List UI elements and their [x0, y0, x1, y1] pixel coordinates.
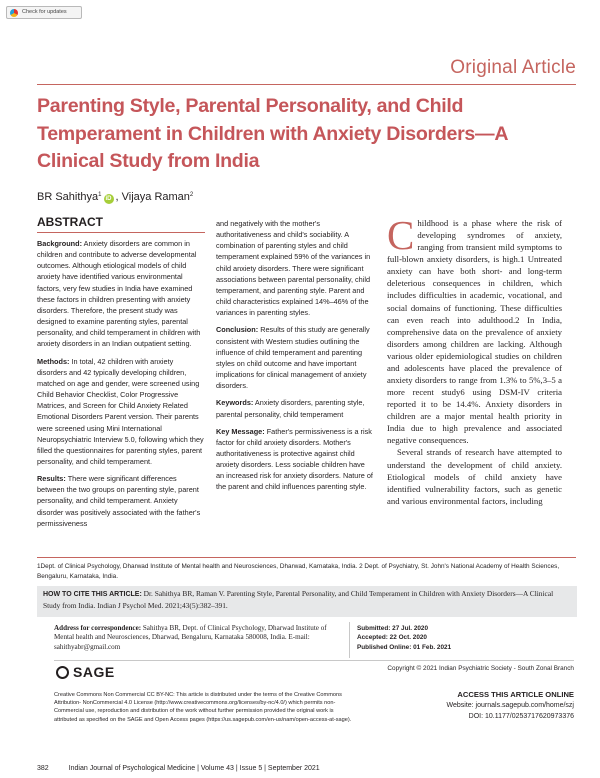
section-text: Father's permissiveness is a risk factor for child anxiety disorders. Mother's authoritativeness is protective against child anxiety disorders. Less sociable children have an increased risk for anxiety disorders. Nature of the parent and child influences parenting style. [216, 426, 373, 492]
date-value: 01 Feb. 2021 [411, 643, 452, 651]
section-label: Methods: [37, 356, 70, 366]
correspondence-text: Sahithya BR, Dept. of Clinical Psychology, Dharwad Institute of Mental health and Neurosciences, Dharwad, Bengaluru, Karnataka 580008, India. E-mail: sahithyabr@gmail.com [54, 624, 327, 651]
abstract-results [37, 473, 205, 529]
section-text: Results of this study are generally consistent with Western studies outlining the influence of child temperament and parenting styles on child outcome and have important implications for clinical management of anxiety disorders. [216, 325, 370, 391]
abstract-background [37, 238, 205, 350]
article-dates [357, 624, 451, 652]
submitted-date [357, 624, 451, 633]
affiliation-mark: 2 [189, 192, 194, 198]
body-column [387, 212, 562, 507]
orcid-icon[interactable]: iD [105, 196, 112, 202]
abstract-keywords [216, 397, 374, 419]
section-text: There were significant differences between the two groups on parenting style, parent personality, and child temperament. Anxiety disorder was positively associated with the father's permissiveness [37, 474, 201, 528]
date-label: Accepted: [357, 634, 388, 642]
author-line [37, 191, 193, 204]
abstract-divider [37, 232, 205, 233]
check-for-updates-badge[interactable] [6, 6, 82, 19]
badge-label: Check for updates [22, 9, 67, 15]
author-name: BR Sahithya [37, 191, 99, 203]
crossmark-icon [10, 9, 18, 17]
accepted-date [357, 633, 451, 642]
cite-label: HOW TO CITE THIS ARTICLE: [43, 591, 142, 598]
affiliation-divider [37, 557, 576, 558]
page-number: 382 [37, 765, 49, 772]
body-paragraph [387, 212, 562, 446]
section-text: In total, 42 children with anxiety disorders and 42 typically developing children, matched on age and gender, were screened using Child Behavior Checklist, Color Progressive Matrices, and Screen for Child Anxiety Related Emotional Disorders Parent version. Their parents were screened using Mini International Neuropsychiatric Interview 5.0, following which they filled the questionnaires for parenting styles, parent personality, and child temperament. [37, 356, 204, 466]
author-separator: , [115, 191, 122, 203]
correspondence [54, 624, 340, 652]
article-title: Parenting Style, Parental Personality, and Child Temperament in Children with Anxiety Disorders—A Clinical Study from India [37, 95, 508, 172]
date-label: Submitted: [357, 625, 391, 632]
sage-logo [56, 664, 115, 680]
article-type: Original Article [450, 57, 576, 78]
paragraph-text: hildhood is a phase where the risk of developing syndromes of anxiety, ranging from transient mild symptoms to full-blown anxiety disorders, is high.1 Untreated anxiety can have both short- and long-term deleterious consequences in children, which includes difficulties in academic, vocational, and social domains of functioning. These difficulties can even reach into adulthood.2 In India, comprehensive data on the prevalence of anxiety disorders among children are lacking. Although various older epidemiological studies on children and adolescents have placed the prevalence of anxiety disorders to range from 1.3% to 5%,3–5 a more recent study6 using DSM-IV criteria reported it to be 14.4%. Anxiety disorders in children are a major mental health priority in India due to high prevalence and associated negative consequences. [387, 218, 562, 446]
section-label: Keywords: [216, 398, 254, 408]
doi-link[interactable]: DOI: 10.1177/0253717620973376 [468, 713, 574, 720]
section-label: Conclusion: [216, 325, 259, 335]
affiliation-mark: 1 [98, 192, 102, 198]
online-access [374, 689, 574, 722]
body-paragraph: Several strands of research have attempted to understand the development of child anxiety. Etiological models of child anxiety have identified vulnerability factors, such as genetic and various environmental factors, including [387, 447, 562, 506]
abstract-column-1 [37, 238, 205, 535]
vertical-divider [349, 622, 350, 658]
publisher-name: SAGE [73, 664, 115, 680]
header-divider [37, 84, 576, 85]
drop-cap: C [387, 212, 415, 258]
website-link[interactable]: Website: journals.sagepub.com/home/szj [446, 702, 574, 709]
abstract-methods [37, 356, 205, 468]
sage-mark-icon [56, 666, 69, 679]
author-name: Vijaya Raman [121, 191, 190, 203]
abstract-conclusion [216, 324, 374, 391]
date-value: 27 Jul. 2020 [390, 625, 429, 632]
access-heading: ACCESS THIS ARTICLE ONLINE [457, 690, 574, 699]
abstract-column-2 [216, 218, 374, 499]
section-label: Background: [37, 239, 82, 248]
affiliations: 1Dept. of Clinical Psychology, Dharwad Institute of Mental health and Neurosciences, Dharwad, Karnataka, India. 2 Dept. of Psychiatry, St. John's National Academy of Health Sciences, Bengaluru, Karnataka, India. [37, 563, 560, 580]
license-text: Creative Commons Non Commercial CC BY-NC: This article is distributed under the terms of the Creative Commons Attribution- NonCommercial 4.0 License (http://www.creativecommons.org/licenses/by-nc/4.0/) which permits non-Commercial use, reproduction and distribution of the work without further permission provided the original work is attributed as specified on the SAGE and Open Access pages (https://us.sagepub.com/en-us/nam/open-access-at-sage). [54, 692, 352, 723]
key-message [216, 426, 374, 493]
date-label: Published Online: [357, 643, 412, 651]
page-footer [37, 765, 320, 772]
how-to-cite-box [37, 586, 577, 617]
section-text: and negatively with the mother's authoritativeness and child's sociability. A combination of parenting styles and child temperament explained 59% of the variances in child anxiety disorders. There were significant associations between parental personality, child temperament, and parenting style. Parent and child characteristics explained 14%–46% of the variances in parenting styles. [216, 219, 371, 318]
cite-text: Dr. Sahithya BR, Raman V. Parenting Style, Parental Personality, and Child Temperament in Children with Anxiety Disorders—A Clinical Study from India. Indian J Psychol Med. 2021;43(5):382–391. [43, 589, 554, 610]
date-value: 22 Oct. 2020 [387, 634, 427, 642]
section-label: Key Message: [216, 426, 265, 436]
abstract-heading: ABSTRACT [37, 215, 103, 229]
copyright: Copyright © 2021 Indian Psychiatric Society - South Zonal Branch [387, 665, 574, 672]
section-text: Anxiety disorders, parenting style, parental personality, child temperament [216, 398, 365, 419]
journal-info: Indian Journal of Psychological Medicine | Volume 43 | Issue 5 | September 2021 [68, 765, 320, 772]
publisher-divider [54, 660, 574, 661]
published-date [357, 643, 451, 652]
correspondence-label: Address for correspondence: [54, 624, 142, 632]
abstract-results-continued [216, 218, 374, 318]
section-label: Results: [37, 474, 66, 484]
section-text: Anxiety disorders are common in children and contribute to adverse developmental outcomes. Although etiological models of child anxiety have identified various environmental factors, very few studies in India have examined these factors in children presenting with anxiety disorders. Therefore, the present study was designed to examine parenting styles, parental personality, and child temperament in children with anxiety disorders in an Indian outpatient setting. [37, 239, 201, 349]
